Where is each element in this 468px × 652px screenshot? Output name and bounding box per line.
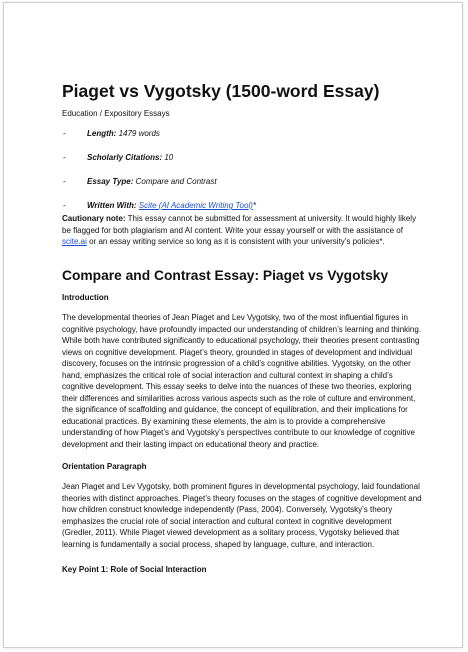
essay-type-value: Compare and Contrast <box>135 177 217 186</box>
section-heading: Compare and Contrast Essay: Piaget vs Vygotsky <box>62 268 389 283</box>
list-item-text <box>87 153 173 163</box>
list-dash: - <box>63 201 66 210</box>
list-item-essay-type <box>62 177 424 187</box>
length-label: Length: <box>87 129 117 138</box>
citations-label: Scholarly Citations: <box>87 153 163 162</box>
scite-ai-link[interactable]: scite.ai <box>62 237 87 246</box>
citations-value: 10 <box>164 153 174 162</box>
list-dash: - <box>63 177 66 186</box>
written-with-label: Written With: <box>87 201 137 210</box>
list-item-text <box>87 201 256 211</box>
introduction-paragraph: The developmental theories of Jean Piaget and Lev Vygotsky, two of the most influential figures in cognitive psychology, have profoundly impacted our understanding of children’s learning and thinking. While both have contributed significantly to educational psychology, their theories present contrasting views on cognitive development. Piaget’s theory, grounded in stages of development and individual discovery, focuses on the intrinsic progression of a child’s cognitive abilities. Vygotsky, on the other hand, emphasizes the critical role of social interaction and cultural context in shaping a child’s cognitive development. This essay seeks to delve into the nuances of these two theories, exploring their differences and similarities across various aspects such as the role of culture and environment, the significance of scaffolding and guidance, the concept of equilibration, and their implications for educational practices. By examining these elements, the aim is to provide a comprehensive understanding of how Piaget’s and Vygotsky’s perspectives contribute to our knowledge of cognitive development and their lasting impact on educational theory and practice. <box>62 313 422 449</box>
essay-type-label: Essay Type: <box>87 177 134 186</box>
essay-details-list <box>62 129 424 225</box>
list-item-citations <box>62 153 424 163</box>
list-item-text <box>87 129 160 139</box>
cautionary-note-text-end: or an essay writing service so long as it is consistent with your university’s policies*. <box>86 237 385 246</box>
list-dash: - <box>63 129 66 138</box>
list-item-written-with <box>62 201 424 211</box>
cautionary-note-label: Cautionary note: <box>62 214 126 223</box>
asterisk-suffix: * <box>252 201 257 210</box>
introduction-heading: Introduction <box>62 293 109 302</box>
document-page <box>3 2 463 648</box>
list-item-length <box>62 129 424 139</box>
cautionary-note <box>62 213 424 248</box>
length-value: 1479 words <box>118 129 160 138</box>
orientation-paragraph: Jean Piaget and Lev Vygotsky, both prominent figures in developmental psychology, laid foundational theories with distinct approaches. Piaget’s theory focuses on the stages of cognitive development and how children construct knowledge independently (Pass, 2004). Conversely, Vygotsky’s theory emphasizes the crucial role of social interaction and cultural context in cognitive development (Gredler, 2011). While Piaget viewed development as a solitary process, Vygotsky believed that learning is fundamentally a social process, shaped by language, culture, and interaction. <box>62 482 422 549</box>
scite-tool-link[interactable]: Scite (AI Academic Writing Tool) <box>138 201 253 210</box>
cautionary-note-text: This essay cannot be submitted for assessment at university. It would highly likely be flagged for both plagiarism and AI content. Write your essay yourself or with the assistance of <box>62 214 417 235</box>
list-item-text <box>87 177 217 187</box>
document-subtitle: Education / Expository Essays <box>62 109 170 118</box>
document-title: Piaget vs Vygotsky (1500-word Essay) <box>62 81 380 101</box>
orientation-heading: Orientation Paragraph <box>62 462 147 471</box>
list-dash: - <box>63 153 66 162</box>
key-point-1-heading: Key Point 1: Role of Social Interaction <box>62 565 207 574</box>
